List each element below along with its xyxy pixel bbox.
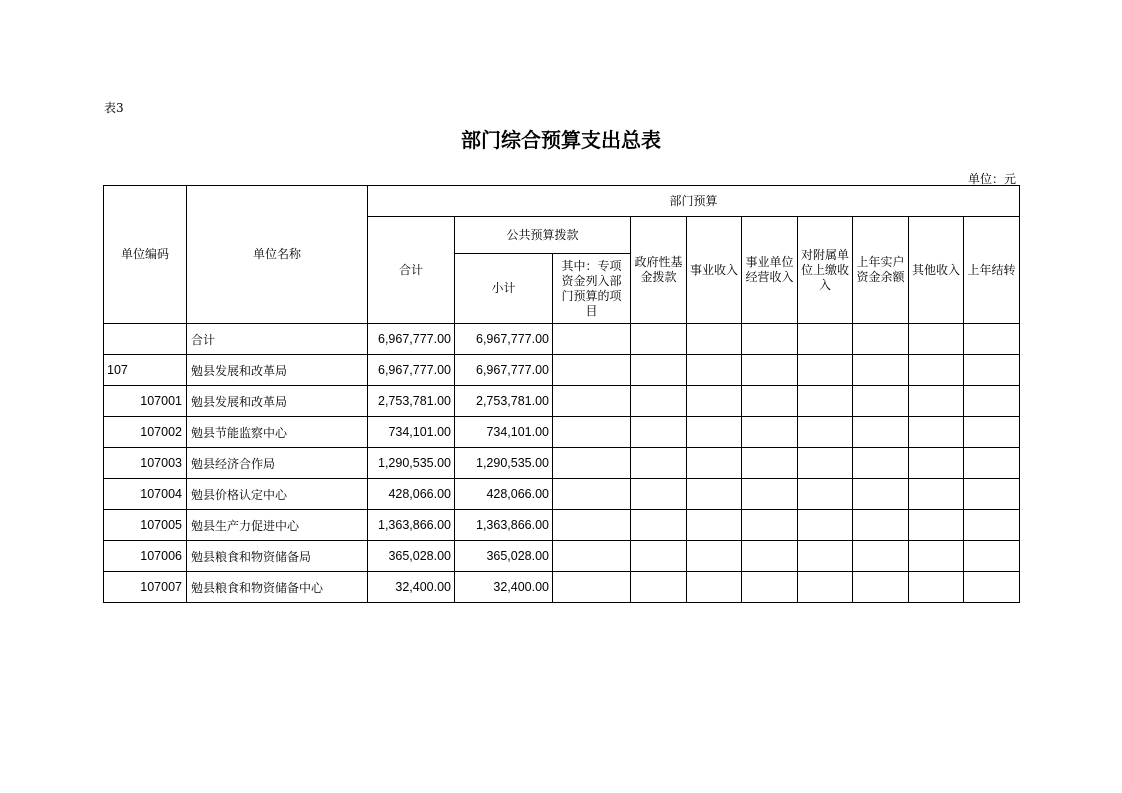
empty-cell xyxy=(631,417,687,448)
empty-cell xyxy=(909,448,964,479)
unit-name-cell: 勉县发展和改革局 xyxy=(187,386,368,417)
budget-expenditure-table xyxy=(103,185,1020,603)
header-biz-unit-income: 事业单位经营收入 xyxy=(742,217,798,324)
header-prev-balance: 上年实户资金余额 xyxy=(853,217,909,324)
table-row xyxy=(104,479,1020,510)
empty-cell xyxy=(798,386,853,417)
empty-cell xyxy=(798,417,853,448)
empty-cell xyxy=(909,479,964,510)
header-biz-income: 事业收入 xyxy=(687,217,742,324)
unit-name-cell: 勉县经济合作局 xyxy=(187,448,368,479)
empty-cell xyxy=(553,510,631,541)
header-subtotal: 小计 xyxy=(455,254,553,324)
unit-code-cell: 107005 xyxy=(104,510,187,541)
unit-name-cell: 勉县生产力促进中心 xyxy=(187,510,368,541)
empty-cell xyxy=(687,386,742,417)
header-affiliated-income: 对附属单位上缴收入 xyxy=(798,217,853,324)
unit-name-cell: 勉县粮食和物资储备中心 xyxy=(187,572,368,603)
empty-cell xyxy=(687,541,742,572)
empty-cell xyxy=(742,510,798,541)
empty-cell xyxy=(742,479,798,510)
table-row xyxy=(104,510,1020,541)
total-cell: 6,967,777.00 xyxy=(368,355,455,386)
empty-cell xyxy=(631,510,687,541)
subtotal-cell: 1,363,866.00 xyxy=(455,510,553,541)
table-row xyxy=(104,541,1020,572)
table-row xyxy=(104,572,1020,603)
empty-cell xyxy=(687,510,742,541)
empty-cell xyxy=(909,510,964,541)
total-cell: 1,290,535.00 xyxy=(368,448,455,479)
unit-code-cell: 107002 xyxy=(104,417,187,448)
empty-cell xyxy=(742,448,798,479)
unit-name-cell: 勉县粮食和物资储备局 xyxy=(187,541,368,572)
empty-cell xyxy=(742,417,798,448)
total-cell: 428,066.00 xyxy=(368,479,455,510)
empty-cell xyxy=(798,572,853,603)
subtotal-cell: 428,066.00 xyxy=(455,479,553,510)
empty-cell xyxy=(687,479,742,510)
empty-cell xyxy=(553,386,631,417)
empty-cell xyxy=(553,448,631,479)
empty-cell xyxy=(964,355,1020,386)
table-row xyxy=(104,324,1020,355)
empty-cell xyxy=(687,448,742,479)
table-body xyxy=(104,324,1020,603)
header-special-fund: 其中：专项资金列入部门预算的项目 xyxy=(553,254,631,324)
total-cell: 32,400.00 xyxy=(368,572,455,603)
empty-cell xyxy=(964,386,1020,417)
empty-cell xyxy=(909,355,964,386)
total-cell: 6,967,777.00 xyxy=(368,324,455,355)
empty-cell xyxy=(742,572,798,603)
empty-cell xyxy=(853,510,909,541)
empty-cell xyxy=(853,479,909,510)
empty-cell xyxy=(853,324,909,355)
empty-cell xyxy=(964,448,1020,479)
empty-cell xyxy=(553,355,631,386)
unit-code-cell: 107001 xyxy=(104,386,187,417)
subtotal-cell: 365,028.00 xyxy=(455,541,553,572)
empty-cell xyxy=(909,417,964,448)
header-gov-fund: 政府性基金拨款 xyxy=(631,217,687,324)
empty-cell xyxy=(964,541,1020,572)
empty-cell xyxy=(798,541,853,572)
empty-cell xyxy=(687,417,742,448)
empty-cell xyxy=(742,324,798,355)
table-row xyxy=(104,417,1020,448)
subtotal-cell: 734,101.00 xyxy=(455,417,553,448)
total-cell: 1,363,866.00 xyxy=(368,510,455,541)
empty-cell xyxy=(964,572,1020,603)
empty-cell xyxy=(798,510,853,541)
unit-label: 单位：元 xyxy=(967,172,1016,186)
empty-cell xyxy=(742,355,798,386)
page-title: 部门综合预算支出总表 xyxy=(461,128,661,152)
empty-cell xyxy=(964,417,1020,448)
empty-cell xyxy=(742,541,798,572)
total-cell: 2,753,781.00 xyxy=(368,386,455,417)
header-prev-carry: 上年结转 xyxy=(964,217,1020,324)
empty-cell xyxy=(909,541,964,572)
empty-cell xyxy=(631,541,687,572)
empty-cell xyxy=(909,572,964,603)
unit-code-cell: 107007 xyxy=(104,572,187,603)
unit-code-cell: 107003 xyxy=(104,448,187,479)
header-unit-name: 单位名称 xyxy=(187,186,368,324)
subtotal-cell: 32,400.00 xyxy=(455,572,553,603)
subtotal-cell: 1,290,535.00 xyxy=(455,448,553,479)
empty-cell xyxy=(742,386,798,417)
unit-code-cell: 107006 xyxy=(104,541,187,572)
empty-cell xyxy=(687,355,742,386)
total-cell: 365,028.00 xyxy=(368,541,455,572)
empty-cell xyxy=(853,541,909,572)
unit-name-cell: 勉县价格认定中心 xyxy=(187,479,368,510)
unit-code-cell xyxy=(104,324,187,355)
empty-cell xyxy=(553,479,631,510)
empty-cell xyxy=(631,355,687,386)
empty-cell xyxy=(853,386,909,417)
unit-name-cell: 勉县节能监察中心 xyxy=(187,417,368,448)
empty-cell xyxy=(853,417,909,448)
header-public-budget: 公共预算拨款 xyxy=(455,217,631,254)
header-dept-budget: 部门预算 xyxy=(368,186,1020,217)
total-cell: 734,101.00 xyxy=(368,417,455,448)
table-row xyxy=(104,386,1020,417)
empty-cell xyxy=(853,572,909,603)
empty-cell xyxy=(798,448,853,479)
subtotal-cell: 6,967,777.00 xyxy=(455,355,553,386)
empty-cell xyxy=(909,324,964,355)
empty-cell xyxy=(553,417,631,448)
unit-code-cell: 107004 xyxy=(104,479,187,510)
unit-name-cell: 合计 xyxy=(187,324,368,355)
table-row xyxy=(104,355,1020,386)
header-unit-code: 单位编码 xyxy=(104,186,187,324)
header-total: 合计 xyxy=(368,217,455,324)
empty-cell xyxy=(909,386,964,417)
table-row xyxy=(104,448,1020,479)
empty-cell xyxy=(853,448,909,479)
unit-code-cell: 107 xyxy=(104,355,187,386)
empty-cell xyxy=(798,355,853,386)
subtotal-cell: 2,753,781.00 xyxy=(455,386,553,417)
empty-cell xyxy=(687,324,742,355)
empty-cell xyxy=(964,479,1020,510)
empty-cell xyxy=(553,324,631,355)
empty-cell xyxy=(553,541,631,572)
empty-cell xyxy=(964,510,1020,541)
empty-cell xyxy=(798,324,853,355)
empty-cell xyxy=(964,324,1020,355)
empty-cell xyxy=(687,572,742,603)
table-number: 表3 xyxy=(104,101,124,115)
subtotal-cell: 6,967,777.00 xyxy=(455,324,553,355)
empty-cell xyxy=(553,572,631,603)
empty-cell xyxy=(631,448,687,479)
empty-cell xyxy=(798,479,853,510)
empty-cell xyxy=(631,324,687,355)
empty-cell xyxy=(631,572,687,603)
unit-name-cell: 勉县发展和改革局 xyxy=(187,355,368,386)
empty-cell xyxy=(631,479,687,510)
empty-cell xyxy=(631,386,687,417)
empty-cell xyxy=(853,355,909,386)
header-other-income: 其他收入 xyxy=(909,217,964,324)
